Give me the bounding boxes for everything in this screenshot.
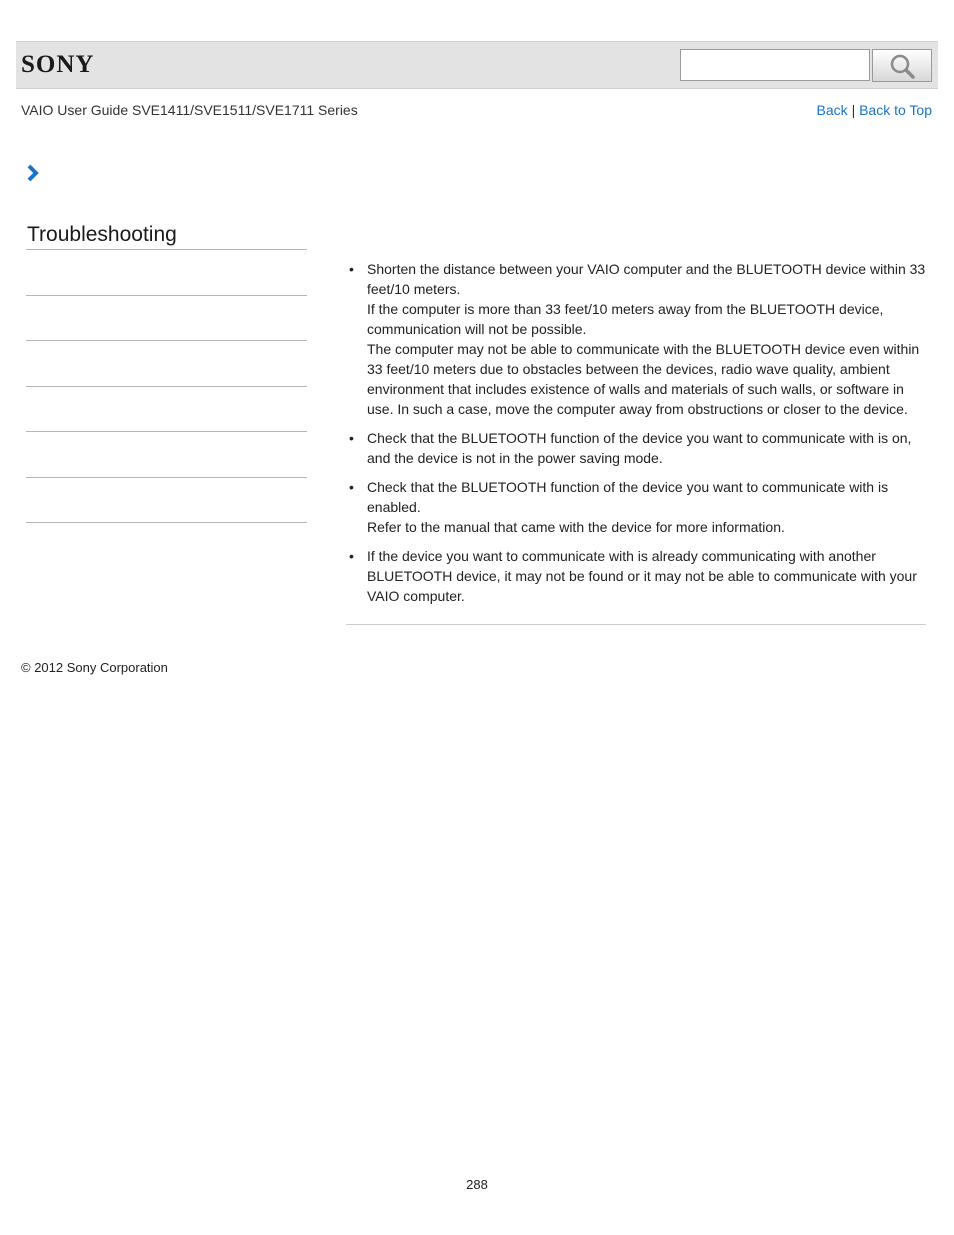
sony-logo: SONY xyxy=(21,51,95,78)
tips-list xyxy=(346,259,926,606)
header-bar xyxy=(16,41,938,89)
page-number: 288 xyxy=(466,1177,488,1192)
list-item xyxy=(346,546,926,606)
paragraph: Refer to the manual that came with the device for more information. xyxy=(367,519,785,535)
bullet-icon: • xyxy=(349,430,354,446)
main-content xyxy=(346,259,926,615)
content-divider xyxy=(346,624,926,625)
list-item xyxy=(346,259,926,419)
paragraph: Check that the BLUETOOTH function of the device you want to communicate with is on, and the device is not in the power saving mode. xyxy=(367,430,912,466)
back-to-top-link[interactable]: Back to Top xyxy=(859,102,932,118)
search-button[interactable] xyxy=(872,49,932,82)
nav-separator: | xyxy=(851,102,856,118)
bullet-icon: • xyxy=(349,548,354,564)
paragraph: The computer may not be able to communicate with the BLUETOOTH device even within 33 feet/10 meters due to obstacles between the devices, radio wave quality, ambient environment that includes existence of walls and materials of such walls, or software in use. In such a case, move the computer away from obstructions or closer to the device. xyxy=(367,341,920,417)
sidebar-divider xyxy=(26,249,307,250)
bullet-icon: • xyxy=(349,479,354,495)
nav-links xyxy=(817,102,932,118)
search-icon xyxy=(889,53,915,79)
paragraph: Check that the BLUETOOTH function of the device you want to communicate with is enabled. xyxy=(367,479,889,515)
paragraph: Shorten the distance between your VAIO computer and the BLUETOOTH device within 33 feet/10 meters. xyxy=(367,261,926,297)
list-item xyxy=(346,477,926,537)
bullet-icon: • xyxy=(349,261,354,277)
sidebar-divider xyxy=(26,431,307,432)
sidebar-divider xyxy=(26,386,307,387)
sidebar-divider xyxy=(26,340,307,341)
guide-title: VAIO User Guide SVE1411/SVE1511/SVE1711 Series xyxy=(21,102,358,118)
list-item xyxy=(346,428,926,468)
paragraph: If the device you want to communicate with is already communicating with another BLUETOOTH device, it may not be found or it may not be able to communicate with your VAIO computer. xyxy=(367,548,917,604)
search-input[interactable] xyxy=(680,49,870,81)
breadcrumb-arrow-icon[interactable] xyxy=(26,164,40,182)
sidebar-divider xyxy=(26,477,307,478)
sidebar-divider xyxy=(26,522,307,523)
back-link[interactable]: Back xyxy=(816,102,848,118)
paragraph: If the computer is more than 33 feet/10 meters away from the BLUETOOTH device, communication will not be possible. xyxy=(367,301,884,337)
copyright: © 2012 Sony Corporation xyxy=(21,660,168,675)
sidebar-divider xyxy=(26,295,307,296)
sidebar-title: Troubleshooting xyxy=(27,223,177,246)
